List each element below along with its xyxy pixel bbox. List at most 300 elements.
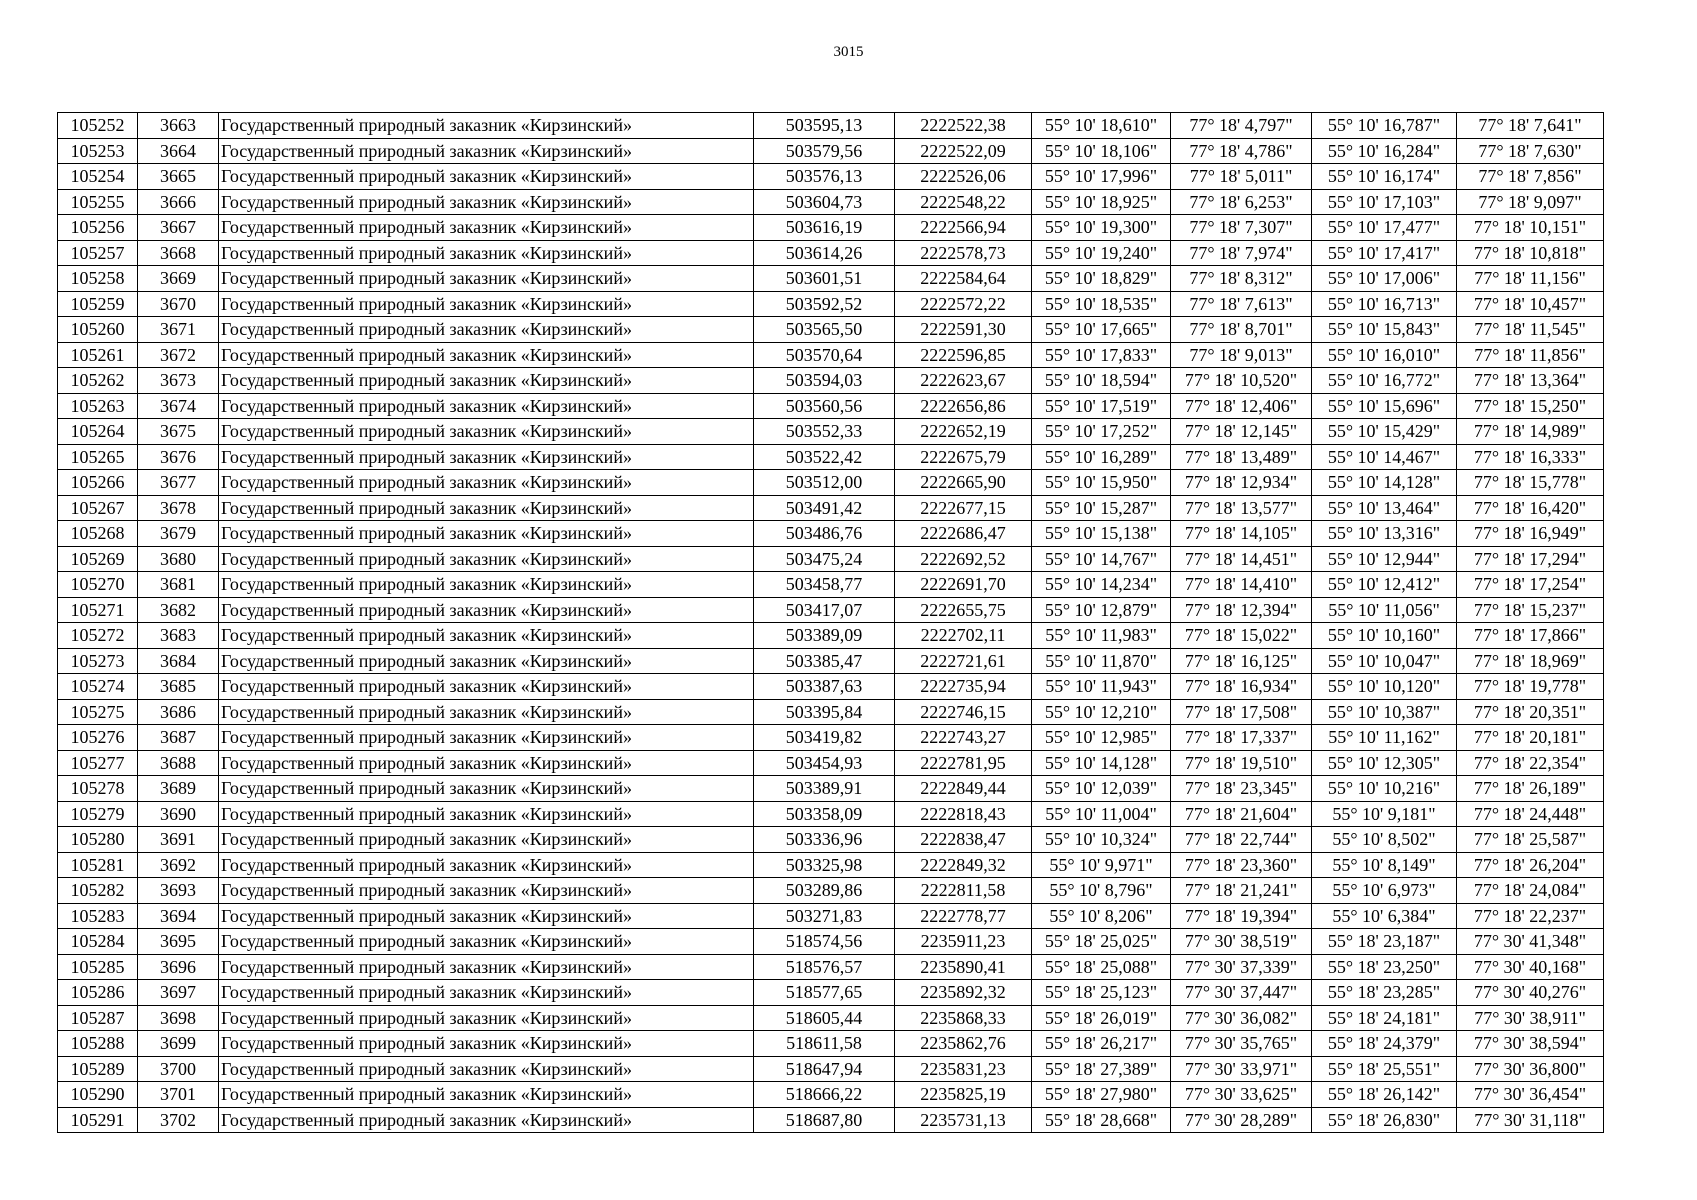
x-coordinate-cell: 503325,98 [754, 852, 895, 878]
longitude-2-cell: 77° 30' 40,168" [1457, 954, 1604, 980]
y-coordinate-cell: 2222548,22 [895, 189, 1032, 215]
y-coordinate-cell: 2222702,11 [895, 623, 1032, 649]
table-row [58, 801, 1604, 827]
y-coordinate-cell: 2222584,64 [895, 266, 1032, 292]
y-coordinate-cell: 2235890,41 [895, 954, 1032, 980]
longitude-1-cell: 77° 18' 12,145" [1171, 419, 1312, 445]
row-id-cell: 105253 [58, 138, 138, 164]
table-row [58, 470, 1604, 496]
table-row [58, 852, 1604, 878]
latitude-1-cell: 55° 10' 11,943" [1032, 674, 1171, 700]
y-coordinate-cell: 2222656,86 [895, 393, 1032, 419]
x-coordinate-cell: 518574,56 [754, 929, 895, 955]
zone-name-cell: Государственный природный заказник «Кирзинский» [219, 215, 754, 241]
zone-name-cell: Государственный природный заказник «Кирзинский» [219, 470, 754, 496]
latitude-1-cell: 55° 10' 16,289" [1032, 444, 1171, 470]
point-number-cell: 3663 [138, 113, 219, 139]
longitude-2-cell: 77° 18' 22,354" [1457, 750, 1604, 776]
latitude-2-cell: 55° 10' 16,010" [1312, 342, 1457, 368]
row-id-cell: 105288 [58, 1031, 138, 1057]
page-number: 3015 [833, 44, 864, 60]
latitude-1-cell: 55° 10' 11,004" [1032, 801, 1171, 827]
latitude-2-cell: 55° 10' 16,284" [1312, 138, 1457, 164]
longitude-1-cell: 77° 18' 17,337" [1171, 725, 1312, 751]
longitude-2-cell: 77° 18' 17,254" [1457, 572, 1604, 598]
longitude-1-cell: 77° 18' 21,604" [1171, 801, 1312, 827]
row-id-cell: 105290 [58, 1082, 138, 1108]
latitude-1-cell: 55° 10' 8,796" [1032, 878, 1171, 904]
table-row [58, 929, 1604, 955]
row-id-cell: 105268 [58, 521, 138, 547]
table-row [58, 521, 1604, 547]
longitude-2-cell: 77° 18' 11,856" [1457, 342, 1604, 368]
x-coordinate-cell: 503417,07 [754, 597, 895, 623]
point-number-cell: 3684 [138, 648, 219, 674]
x-coordinate-cell: 503271,83 [754, 903, 895, 929]
zone-name-cell: Государственный природный заказник «Кирзинский» [219, 1005, 754, 1031]
longitude-1-cell: 77° 18' 17,508" [1171, 699, 1312, 725]
row-id-cell: 105254 [58, 164, 138, 190]
row-id-cell: 105261 [58, 342, 138, 368]
point-number-cell: 3689 [138, 776, 219, 802]
y-coordinate-cell: 2235892,32 [895, 980, 1032, 1006]
latitude-1-cell: 55° 10' 12,039" [1032, 776, 1171, 802]
longitude-1-cell: 77° 18' 14,410" [1171, 572, 1312, 598]
row-id-cell: 105285 [58, 954, 138, 980]
x-coordinate-cell: 503491,42 [754, 495, 895, 521]
latitude-1-cell: 55° 10' 18,610" [1032, 113, 1171, 139]
latitude-2-cell: 55° 10' 8,502" [1312, 827, 1457, 853]
longitude-1-cell: 77° 18' 16,934" [1171, 674, 1312, 700]
longitude-1-cell: 77° 18' 23,345" [1171, 776, 1312, 802]
table-row [58, 699, 1604, 725]
point-number-cell: 3686 [138, 699, 219, 725]
x-coordinate-cell: 518611,58 [754, 1031, 895, 1057]
zone-name-cell: Государственный природный заказник «Кирзинский» [219, 929, 754, 955]
row-id-cell: 105264 [58, 419, 138, 445]
latitude-2-cell: 55° 10' 16,174" [1312, 164, 1457, 190]
y-coordinate-cell: 2222849,32 [895, 852, 1032, 878]
zone-name-cell: Государственный природный заказник «Кирзинский» [219, 776, 754, 802]
latitude-1-cell: 55° 10' 15,950" [1032, 470, 1171, 496]
point-number-cell: 3674 [138, 393, 219, 419]
point-number-cell: 3664 [138, 138, 219, 164]
table-row [58, 393, 1604, 419]
latitude-1-cell: 55° 10' 12,210" [1032, 699, 1171, 725]
x-coordinate-cell: 503616,19 [754, 215, 895, 241]
row-id-cell: 105271 [58, 597, 138, 623]
table-row [58, 419, 1604, 445]
zone-name-cell: Государственный природный заказник «Кирзинский» [219, 521, 754, 547]
y-coordinate-cell: 2222778,77 [895, 903, 1032, 929]
zone-name-cell: Государственный природный заказник «Кирзинский» [219, 419, 754, 445]
longitude-1-cell: 77° 18' 15,022" [1171, 623, 1312, 649]
longitude-1-cell: 77° 18' 6,253" [1171, 189, 1312, 215]
row-id-cell: 105283 [58, 903, 138, 929]
zone-name-cell: Государственный природный заказник «Кирзинский» [219, 1056, 754, 1082]
x-coordinate-cell: 503601,51 [754, 266, 895, 292]
row-id-cell: 105279 [58, 801, 138, 827]
y-coordinate-cell: 2222691,70 [895, 572, 1032, 598]
latitude-1-cell: 55° 18' 27,980" [1032, 1082, 1171, 1108]
longitude-1-cell: 77° 18' 14,451" [1171, 546, 1312, 572]
y-coordinate-cell: 2222522,38 [895, 113, 1032, 139]
zone-name-cell: Государственный природный заказник «Кирзинский» [219, 444, 754, 470]
latitude-2-cell: 55° 10' 13,464" [1312, 495, 1457, 521]
point-number-cell: 3667 [138, 215, 219, 241]
longitude-2-cell: 77° 30' 36,800" [1457, 1056, 1604, 1082]
point-number-cell: 3673 [138, 368, 219, 394]
row-id-cell: 105287 [58, 1005, 138, 1031]
longitude-1-cell: 77° 18' 13,489" [1171, 444, 1312, 470]
latitude-2-cell: 55° 10' 14,467" [1312, 444, 1457, 470]
y-coordinate-cell: 2222746,15 [895, 699, 1032, 725]
row-id-cell: 105266 [58, 470, 138, 496]
longitude-2-cell: 77° 18' 9,097" [1457, 189, 1604, 215]
zone-name-cell: Государственный природный заказник «Кирзинский» [219, 725, 754, 751]
longitude-2-cell: 77° 18' 16,333" [1457, 444, 1604, 470]
row-id-cell: 105291 [58, 1107, 138, 1133]
y-coordinate-cell: 2222522,09 [895, 138, 1032, 164]
latitude-2-cell: 55° 10' 14,128" [1312, 470, 1457, 496]
x-coordinate-cell: 503552,33 [754, 419, 895, 445]
longitude-2-cell: 77° 30' 31,118" [1457, 1107, 1604, 1133]
x-coordinate-cell: 518687,80 [754, 1107, 895, 1133]
latitude-2-cell: 55° 18' 25,551" [1312, 1056, 1457, 1082]
coordinates-table [57, 112, 1604, 1133]
point-number-cell: 3665 [138, 164, 219, 190]
latitude-1-cell: 55° 18' 26,217" [1032, 1031, 1171, 1057]
longitude-2-cell: 77° 30' 38,911" [1457, 1005, 1604, 1031]
zone-name-cell: Государственный природный заказник «Кирзинский» [219, 342, 754, 368]
table-row [58, 750, 1604, 776]
latitude-1-cell: 55° 10' 15,287" [1032, 495, 1171, 521]
zone-name-cell: Государственный природный заказник «Кирзинский» [219, 980, 754, 1006]
row-id-cell: 105274 [58, 674, 138, 700]
latitude-2-cell: 55° 10' 8,149" [1312, 852, 1457, 878]
y-coordinate-cell: 2235825,19 [895, 1082, 1032, 1108]
point-number-cell: 3690 [138, 801, 219, 827]
table-row [58, 1107, 1604, 1133]
latitude-2-cell: 55° 10' 9,181" [1312, 801, 1457, 827]
y-coordinate-cell: 2222526,06 [895, 164, 1032, 190]
latitude-2-cell: 55° 18' 23,250" [1312, 954, 1457, 980]
x-coordinate-cell: 503604,73 [754, 189, 895, 215]
table-row [58, 317, 1604, 343]
zone-name-cell: Государственный природный заказник «Кирзинский» [219, 674, 754, 700]
x-coordinate-cell: 503395,84 [754, 699, 895, 725]
point-number-cell: 3692 [138, 852, 219, 878]
row-id-cell: 105252 [58, 113, 138, 139]
latitude-1-cell: 55° 10' 9,971" [1032, 852, 1171, 878]
x-coordinate-cell: 518577,65 [754, 980, 895, 1006]
longitude-2-cell: 77° 18' 14,989" [1457, 419, 1604, 445]
zone-name-cell: Государственный природный заказник «Кирзинский» [219, 164, 754, 190]
table-row [58, 878, 1604, 904]
latitude-1-cell: 55° 10' 19,240" [1032, 240, 1171, 266]
longitude-2-cell: 77° 18' 20,351" [1457, 699, 1604, 725]
longitude-2-cell: 77° 30' 41,348" [1457, 929, 1604, 955]
point-number-cell: 3666 [138, 189, 219, 215]
latitude-1-cell: 55° 10' 8,206" [1032, 903, 1171, 929]
latitude-1-cell: 55° 10' 18,925" [1032, 189, 1171, 215]
table-row [58, 444, 1604, 470]
row-id-cell: 105281 [58, 852, 138, 878]
y-coordinate-cell: 2222686,47 [895, 521, 1032, 547]
table-row [58, 1056, 1604, 1082]
latitude-1-cell: 55° 10' 12,879" [1032, 597, 1171, 623]
longitude-2-cell: 77° 18' 25,587" [1457, 827, 1604, 853]
latitude-1-cell: 55° 10' 14,128" [1032, 750, 1171, 776]
point-number-cell: 3701 [138, 1082, 219, 1108]
latitude-2-cell: 55° 10' 6,973" [1312, 878, 1457, 904]
y-coordinate-cell: 2235862,76 [895, 1031, 1032, 1057]
longitude-2-cell: 77° 18' 15,250" [1457, 393, 1604, 419]
longitude-2-cell: 77° 18' 15,778" [1457, 470, 1604, 496]
row-id-cell: 105259 [58, 291, 138, 317]
point-number-cell: 3700 [138, 1056, 219, 1082]
x-coordinate-cell: 503486,76 [754, 521, 895, 547]
row-id-cell: 105286 [58, 980, 138, 1006]
longitude-1-cell: 77° 30' 28,289" [1171, 1107, 1312, 1133]
row-id-cell: 105272 [58, 623, 138, 649]
x-coordinate-cell: 503475,24 [754, 546, 895, 572]
zone-name-cell: Государственный природный заказник «Кирзинский» [219, 113, 754, 139]
row-id-cell: 105284 [58, 929, 138, 955]
longitude-1-cell: 77° 30' 37,339" [1171, 954, 1312, 980]
y-coordinate-cell: 2222781,95 [895, 750, 1032, 776]
latitude-1-cell: 55° 10' 11,870" [1032, 648, 1171, 674]
point-number-cell: 3671 [138, 317, 219, 343]
zone-name-cell: Государственный природный заказник «Кирзинский» [219, 852, 754, 878]
longitude-1-cell: 77° 30' 33,625" [1171, 1082, 1312, 1108]
longitude-1-cell: 77° 18' 4,797" [1171, 113, 1312, 139]
zone-name-cell: Государственный природный заказник «Кирзинский» [219, 597, 754, 623]
latitude-2-cell: 55° 10' 10,216" [1312, 776, 1457, 802]
latitude-2-cell: 55° 10' 10,120" [1312, 674, 1457, 700]
x-coordinate-cell: 518666,22 [754, 1082, 895, 1108]
table-row [58, 648, 1604, 674]
latitude-1-cell: 55° 18' 28,668" [1032, 1107, 1171, 1133]
latitude-2-cell: 55° 10' 11,162" [1312, 725, 1457, 751]
x-coordinate-cell: 518647,94 [754, 1056, 895, 1082]
zone-name-cell: Государственный природный заказник «Кирзинский» [219, 1107, 754, 1133]
latitude-1-cell: 55° 18' 27,389" [1032, 1056, 1171, 1082]
y-coordinate-cell: 2235831,23 [895, 1056, 1032, 1082]
latitude-2-cell: 55° 10' 10,160" [1312, 623, 1457, 649]
latitude-2-cell: 55° 10' 10,387" [1312, 699, 1457, 725]
table-row [58, 903, 1604, 929]
zone-name-cell: Государственный природный заказник «Кирзинский» [219, 827, 754, 853]
latitude-2-cell: 55° 18' 26,830" [1312, 1107, 1457, 1133]
point-number-cell: 3694 [138, 903, 219, 929]
longitude-1-cell: 77° 30' 38,519" [1171, 929, 1312, 955]
x-coordinate-cell: 518576,57 [754, 954, 895, 980]
table-row [58, 980, 1604, 1006]
point-number-cell: 3670 [138, 291, 219, 317]
latitude-1-cell: 55° 10' 19,300" [1032, 215, 1171, 241]
longitude-1-cell: 77° 18' 12,394" [1171, 597, 1312, 623]
x-coordinate-cell: 503336,96 [754, 827, 895, 853]
latitude-1-cell: 55° 18' 25,123" [1032, 980, 1171, 1006]
latitude-2-cell: 55° 10' 11,056" [1312, 597, 1457, 623]
point-number-cell: 3680 [138, 546, 219, 572]
latitude-2-cell: 55° 18' 24,181" [1312, 1005, 1457, 1031]
zone-name-cell: Государственный природный заказник «Кирзинский» [219, 546, 754, 572]
y-coordinate-cell: 2222721,61 [895, 648, 1032, 674]
point-number-cell: 3682 [138, 597, 219, 623]
point-number-cell: 3695 [138, 929, 219, 955]
latitude-1-cell: 55° 10' 18,106" [1032, 138, 1171, 164]
row-id-cell: 105289 [58, 1056, 138, 1082]
row-id-cell: 105270 [58, 572, 138, 598]
longitude-2-cell: 77° 18' 17,866" [1457, 623, 1604, 649]
y-coordinate-cell: 2222572,22 [895, 291, 1032, 317]
zone-name-cell: Государственный природный заказник «Кирзинский» [219, 1031, 754, 1057]
latitude-1-cell: 55° 10' 14,234" [1032, 572, 1171, 598]
table-row [58, 138, 1604, 164]
zone-name-cell: Государственный природный заказник «Кирзинский» [219, 954, 754, 980]
longitude-2-cell: 77° 18' 26,204" [1457, 852, 1604, 878]
x-coordinate-cell: 503614,26 [754, 240, 895, 266]
longitude-2-cell: 77° 18' 13,364" [1457, 368, 1604, 394]
latitude-1-cell: 55° 18' 25,025" [1032, 929, 1171, 955]
point-number-cell: 3696 [138, 954, 219, 980]
latitude-1-cell: 55° 10' 17,996" [1032, 164, 1171, 190]
x-coordinate-cell: 503289,86 [754, 878, 895, 904]
latitude-2-cell: 55° 10' 12,944" [1312, 546, 1457, 572]
latitude-1-cell: 55° 18' 25,088" [1032, 954, 1171, 980]
latitude-1-cell: 55° 10' 17,252" [1032, 419, 1171, 445]
table-body [58, 113, 1604, 1133]
row-id-cell: 105267 [58, 495, 138, 521]
longitude-2-cell: 77° 18' 16,949" [1457, 521, 1604, 547]
point-number-cell: 3668 [138, 240, 219, 266]
table-row [58, 291, 1604, 317]
point-number-cell: 3672 [138, 342, 219, 368]
row-id-cell: 105256 [58, 215, 138, 241]
longitude-1-cell: 77° 18' 22,744" [1171, 827, 1312, 853]
x-coordinate-cell: 503522,42 [754, 444, 895, 470]
longitude-1-cell: 77° 18' 21,241" [1171, 878, 1312, 904]
longitude-1-cell: 77° 18' 5,011" [1171, 164, 1312, 190]
row-id-cell: 105262 [58, 368, 138, 394]
x-coordinate-cell: 503454,93 [754, 750, 895, 776]
y-coordinate-cell: 2222578,73 [895, 240, 1032, 266]
longitude-2-cell: 77° 18' 10,457" [1457, 291, 1604, 317]
row-id-cell: 105260 [58, 317, 138, 343]
table-row [58, 725, 1604, 751]
latitude-1-cell: 55° 10' 17,519" [1032, 393, 1171, 419]
longitude-1-cell: 77° 18' 16,125" [1171, 648, 1312, 674]
latitude-2-cell: 55° 10' 13,316" [1312, 521, 1457, 547]
latitude-2-cell: 55° 18' 23,285" [1312, 980, 1457, 1006]
table-row [58, 623, 1604, 649]
y-coordinate-cell: 2222677,15 [895, 495, 1032, 521]
table-row [58, 1082, 1604, 1108]
longitude-1-cell: 77° 18' 19,394" [1171, 903, 1312, 929]
latitude-2-cell: 55° 10' 16,772" [1312, 368, 1457, 394]
longitude-2-cell: 77° 18' 15,237" [1457, 597, 1604, 623]
latitude-2-cell: 55° 18' 26,142" [1312, 1082, 1457, 1108]
y-coordinate-cell: 2222652,19 [895, 419, 1032, 445]
row-id-cell: 105275 [58, 699, 138, 725]
longitude-1-cell: 77° 18' 10,520" [1171, 368, 1312, 394]
longitude-2-cell: 77° 18' 11,545" [1457, 317, 1604, 343]
longitude-2-cell: 77° 18' 22,237" [1457, 903, 1604, 929]
latitude-2-cell: 55° 18' 24,379" [1312, 1031, 1457, 1057]
zone-name-cell: Государственный природный заказник «Кирзинский» [219, 189, 754, 215]
x-coordinate-cell: 503594,03 [754, 368, 895, 394]
longitude-2-cell: 77° 18' 10,151" [1457, 215, 1604, 241]
point-number-cell: 3685 [138, 674, 219, 700]
y-coordinate-cell: 2222623,67 [895, 368, 1032, 394]
table-row [58, 495, 1604, 521]
x-coordinate-cell: 503358,09 [754, 801, 895, 827]
latitude-1-cell: 55° 10' 17,833" [1032, 342, 1171, 368]
latitude-1-cell: 55° 10' 12,985" [1032, 725, 1171, 751]
longitude-1-cell: 77° 18' 13,577" [1171, 495, 1312, 521]
y-coordinate-cell: 2222743,27 [895, 725, 1032, 751]
longitude-2-cell: 77° 18' 7,856" [1457, 164, 1604, 190]
point-number-cell: 3683 [138, 623, 219, 649]
row-id-cell: 105273 [58, 648, 138, 674]
latitude-2-cell: 55° 10' 15,696" [1312, 393, 1457, 419]
point-number-cell: 3697 [138, 980, 219, 1006]
zone-name-cell: Государственный природный заказник «Кирзинский» [219, 138, 754, 164]
longitude-1-cell: 77° 18' 12,934" [1171, 470, 1312, 496]
row-id-cell: 105269 [58, 546, 138, 572]
table-row [58, 776, 1604, 802]
y-coordinate-cell: 2235868,33 [895, 1005, 1032, 1031]
y-coordinate-cell: 2222811,58 [895, 878, 1032, 904]
point-number-cell: 3677 [138, 470, 219, 496]
row-id-cell: 105282 [58, 878, 138, 904]
longitude-2-cell: 77° 18' 11,156" [1457, 266, 1604, 292]
latitude-2-cell: 55° 10' 15,843" [1312, 317, 1457, 343]
longitude-2-cell: 77° 18' 7,630" [1457, 138, 1604, 164]
x-coordinate-cell: 503387,63 [754, 674, 895, 700]
point-number-cell: 3698 [138, 1005, 219, 1031]
row-id-cell: 105277 [58, 750, 138, 776]
x-coordinate-cell: 503512,00 [754, 470, 895, 496]
longitude-2-cell: 77° 30' 40,276" [1457, 980, 1604, 1006]
longitude-2-cell: 77° 18' 17,294" [1457, 546, 1604, 572]
x-coordinate-cell: 503565,50 [754, 317, 895, 343]
latitude-1-cell: 55° 10' 17,665" [1032, 317, 1171, 343]
zone-name-cell: Государственный природный заказник «Кирзинский» [219, 291, 754, 317]
zone-name-cell: Государственный природный заказник «Кирзинский» [219, 572, 754, 598]
longitude-1-cell: 77° 18' 7,613" [1171, 291, 1312, 317]
row-id-cell: 105263 [58, 393, 138, 419]
zone-name-cell: Государственный природный заказник «Кирзинский» [219, 266, 754, 292]
zone-name-cell: Государственный природный заказник «Кирзинский» [219, 393, 754, 419]
longitude-2-cell: 77° 18' 20,181" [1457, 725, 1604, 751]
row-id-cell: 105257 [58, 240, 138, 266]
zone-name-cell: Государственный природный заказник «Кирзинский» [219, 317, 754, 343]
zone-name-cell: Государственный природный заказник «Кирзинский» [219, 878, 754, 904]
x-coordinate-cell: 503385,47 [754, 648, 895, 674]
longitude-1-cell: 77° 30' 36,082" [1171, 1005, 1312, 1031]
latitude-1-cell: 55° 10' 14,767" [1032, 546, 1171, 572]
point-number-cell: 3679 [138, 521, 219, 547]
latitude-2-cell: 55° 10' 17,006" [1312, 266, 1457, 292]
latitude-2-cell: 55° 10' 17,103" [1312, 189, 1457, 215]
table-row [58, 954, 1604, 980]
point-number-cell: 3681 [138, 572, 219, 598]
y-coordinate-cell: 2235911,23 [895, 929, 1032, 955]
table-row [58, 342, 1604, 368]
